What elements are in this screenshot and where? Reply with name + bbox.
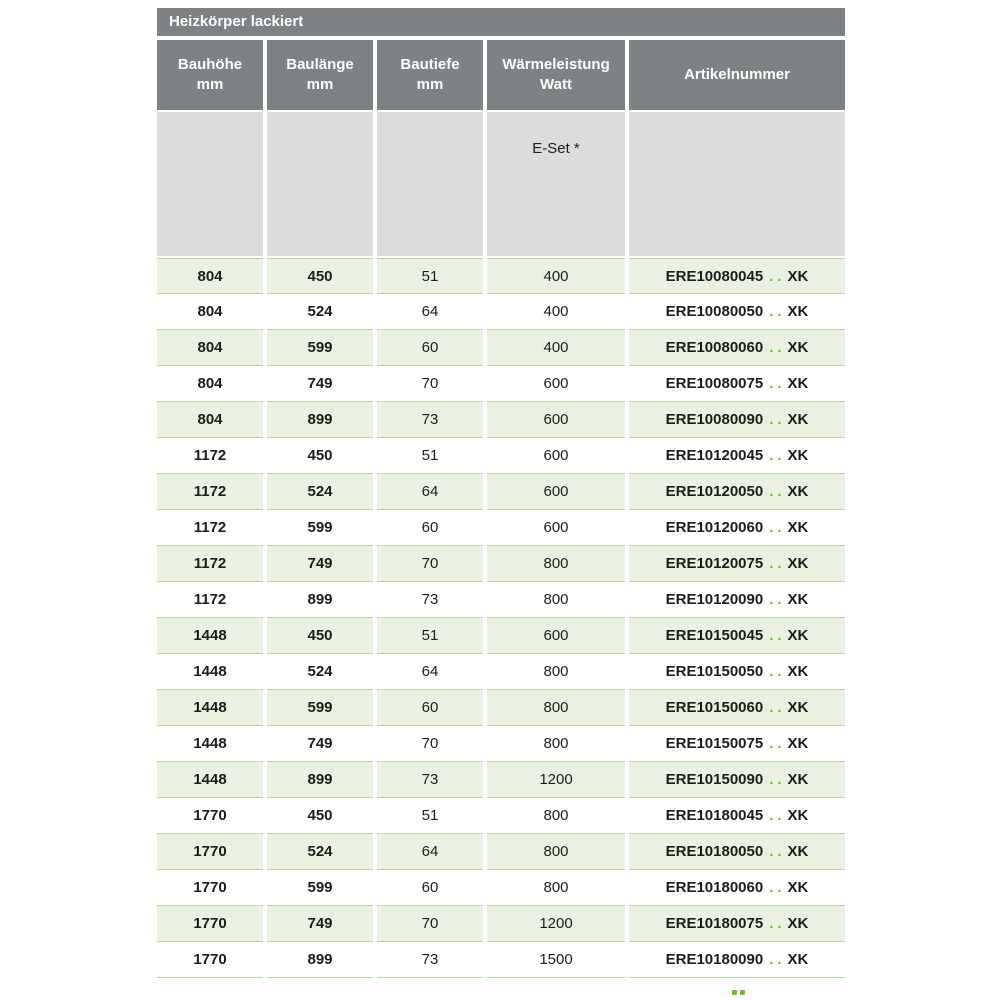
cell-bauhoehe: 1770 xyxy=(157,942,263,978)
cell-baulaenge: 749 xyxy=(267,546,373,582)
table-row xyxy=(157,330,845,366)
header-bautiefe xyxy=(377,40,483,110)
table-row xyxy=(157,510,845,546)
cell-waermeleistung: 800 xyxy=(487,726,625,762)
cell-waermeleistung: 1200 xyxy=(487,906,625,942)
header-artikelnummer xyxy=(629,40,845,110)
artikel-prefix: ERE10120075 xyxy=(665,555,764,572)
cell-baulaenge: 524 xyxy=(267,294,373,330)
cell-bautiefe: 64 xyxy=(377,654,483,690)
cell-waermeleistung: 1500 xyxy=(487,942,625,978)
artikel-dots: .. xyxy=(769,303,786,320)
artikel-dots: .. xyxy=(769,375,786,392)
cell-bautiefe: 73 xyxy=(377,942,483,978)
artikel-dots: .. xyxy=(769,663,786,680)
table-row xyxy=(157,654,845,690)
header-bautiefe-label: Bautiefe xyxy=(400,56,460,73)
cell-baulaenge: 899 xyxy=(267,582,373,618)
table-row xyxy=(157,834,845,870)
artikel-prefix: ERE10120090 xyxy=(665,591,764,608)
artikel-dots: .. xyxy=(769,915,786,932)
artikel-prefix: ERE10120060 xyxy=(665,519,764,536)
green-dot xyxy=(740,990,745,995)
cell-waermeleistung: 600 xyxy=(487,510,625,546)
cell-waermeleistung: 600 xyxy=(487,366,625,402)
header-waermeleistung-unit: Watt xyxy=(540,76,572,93)
artikel-dots: .. xyxy=(769,699,786,716)
cell-bautiefe: 60 xyxy=(377,870,483,906)
cell-artikelnummer xyxy=(629,546,845,582)
cell-artikelnummer xyxy=(629,474,845,510)
cell-waermeleistung: 800 xyxy=(487,582,625,618)
header-baulaenge-unit: mm xyxy=(306,76,334,93)
artikel-prefix: ERE10080090 xyxy=(665,411,764,428)
cell-bauhoehe: 1172 xyxy=(157,546,263,582)
cell-baulaenge: 450 xyxy=(267,798,373,834)
artikel-prefix: ERE10080050 xyxy=(665,303,764,320)
artikel-suffix: XK xyxy=(787,303,809,320)
cell-artikelnummer xyxy=(629,942,845,978)
page-marker-dots xyxy=(732,990,745,995)
header-waermeleistung-label: Wärmeleistung xyxy=(502,56,610,73)
table-row xyxy=(157,798,845,834)
cell-waermeleistung: 400 xyxy=(487,330,625,366)
artikel-prefix: ERE10080075 xyxy=(665,375,764,392)
artikel-dots: .. xyxy=(769,807,786,824)
subheader-spacer-baulaenge xyxy=(267,112,373,256)
cell-artikelnummer xyxy=(629,798,845,834)
cell-artikelnummer xyxy=(629,690,845,726)
table-row xyxy=(157,942,845,978)
artikel-suffix: XK xyxy=(787,339,809,356)
cell-bauhoehe: 804 xyxy=(157,366,263,402)
header-bauhoehe-label: Bauhöhe xyxy=(177,56,243,73)
artikel-dots: .. xyxy=(769,519,786,536)
subheader-spacer-artikelnummer xyxy=(629,112,845,256)
artikel-dots: .. xyxy=(769,555,786,572)
table-row xyxy=(157,618,845,654)
cell-bautiefe: 70 xyxy=(377,906,483,942)
cell-bauhoehe: 1172 xyxy=(157,510,263,546)
header-baulaenge xyxy=(267,40,373,110)
artikel-prefix: ERE10180060 xyxy=(665,879,764,896)
cell-bauhoehe: 804 xyxy=(157,330,263,366)
cell-waermeleistung: 600 xyxy=(487,438,625,474)
table-subheader xyxy=(157,112,845,256)
cell-bautiefe: 64 xyxy=(377,834,483,870)
header-bautiefe-unit: mm xyxy=(416,76,444,93)
cell-bautiefe: 60 xyxy=(377,330,483,366)
cell-bautiefe: 64 xyxy=(377,294,483,330)
artikel-suffix: XK xyxy=(787,268,809,285)
cell-bauhoehe: 1172 xyxy=(157,438,263,474)
cell-waermeleistung: 800 xyxy=(487,546,625,582)
cell-baulaenge: 899 xyxy=(267,942,373,978)
cell-waermeleistung: 1200 xyxy=(487,762,625,798)
table-row xyxy=(157,870,845,906)
artikel-dots: .. xyxy=(769,591,786,608)
cell-artikelnummer xyxy=(629,762,845,798)
artikel-prefix: ERE10150090 xyxy=(665,771,764,788)
subheader-eset xyxy=(487,112,625,256)
cell-bautiefe: 64 xyxy=(377,474,483,510)
subheader-spacer-bauhoehe xyxy=(157,112,263,256)
cell-baulaenge: 599 xyxy=(267,510,373,546)
cell-baulaenge: 599 xyxy=(267,690,373,726)
cell-waermeleistung: 800 xyxy=(487,654,625,690)
spec-table xyxy=(157,8,845,978)
cell-artikelnummer xyxy=(629,906,845,942)
artikel-suffix: XK xyxy=(787,843,809,860)
cell-waermeleistung: 400 xyxy=(487,258,625,294)
artikel-suffix: XK xyxy=(787,663,809,680)
artikel-dots: .. xyxy=(769,627,786,644)
artikel-dots: .. xyxy=(769,447,786,464)
cell-artikelnummer xyxy=(629,258,845,294)
table-row xyxy=(157,294,845,330)
cell-bauhoehe: 1448 xyxy=(157,690,263,726)
cell-bautiefe: 51 xyxy=(377,618,483,654)
artikel-suffix: XK xyxy=(787,519,809,536)
cell-bautiefe: 60 xyxy=(377,690,483,726)
artikel-dots: .. xyxy=(769,771,786,788)
cell-baulaenge: 450 xyxy=(267,618,373,654)
cell-bauhoehe: 804 xyxy=(157,402,263,438)
cell-bautiefe: 51 xyxy=(377,798,483,834)
cell-waermeleistung: 800 xyxy=(487,834,625,870)
cell-bauhoehe: 1448 xyxy=(157,762,263,798)
cell-baulaenge: 749 xyxy=(267,366,373,402)
cell-bautiefe: 70 xyxy=(377,366,483,402)
cell-baulaenge: 524 xyxy=(267,834,373,870)
artikel-prefix: ERE10180075 xyxy=(665,915,764,932)
cell-baulaenge: 450 xyxy=(267,258,373,294)
cell-artikelnummer xyxy=(629,834,845,870)
cell-artikelnummer xyxy=(629,654,845,690)
header-bauhoehe xyxy=(157,40,263,110)
artikel-dots: .. xyxy=(769,411,786,428)
cell-waermeleistung: 800 xyxy=(487,690,625,726)
table-title: Heizkörper lackiert xyxy=(157,8,845,36)
cell-artikelnummer xyxy=(629,366,845,402)
table-header xyxy=(157,40,845,110)
green-dot xyxy=(732,990,737,995)
cell-bauhoehe: 1770 xyxy=(157,870,263,906)
cell-baulaenge: 524 xyxy=(267,654,373,690)
artikel-suffix: XK xyxy=(787,375,809,392)
table-row xyxy=(157,582,845,618)
artikel-prefix: ERE10180045 xyxy=(665,807,764,824)
cell-artikelnummer xyxy=(629,330,845,366)
cell-bauhoehe: 1172 xyxy=(157,474,263,510)
cell-bautiefe: 73 xyxy=(377,582,483,618)
artikel-prefix: ERE10150060 xyxy=(665,699,764,716)
artikel-suffix: XK xyxy=(787,915,809,932)
cell-waermeleistung: 400 xyxy=(487,294,625,330)
artikel-dots: .. xyxy=(769,951,786,968)
cell-bautiefe: 60 xyxy=(377,510,483,546)
artikel-suffix: XK xyxy=(787,879,809,896)
cell-baulaenge: 749 xyxy=(267,906,373,942)
artikel-suffix: XK xyxy=(787,951,809,968)
cell-artikelnummer xyxy=(629,726,845,762)
table-row xyxy=(157,258,845,294)
cell-baulaenge: 599 xyxy=(267,870,373,906)
table-row xyxy=(157,366,845,402)
cell-bauhoehe: 804 xyxy=(157,294,263,330)
cell-waermeleistung: 600 xyxy=(487,618,625,654)
artikel-prefix: ERE10080060 xyxy=(665,339,764,356)
table-row xyxy=(157,546,845,582)
header-artikelnummer-label: Artikelnummer xyxy=(684,66,790,83)
artikel-prefix: ERE10180090 xyxy=(665,951,764,968)
cell-waermeleistung: 800 xyxy=(487,870,625,906)
artikel-suffix: XK xyxy=(787,627,809,644)
cell-bautiefe: 51 xyxy=(377,258,483,294)
cell-waermeleistung: 600 xyxy=(487,474,625,510)
artikel-dots: .. xyxy=(769,268,786,285)
table-row xyxy=(157,726,845,762)
header-baulaenge-label: Baulänge xyxy=(286,56,354,73)
artikel-suffix: XK xyxy=(787,735,809,752)
cell-baulaenge: 899 xyxy=(267,762,373,798)
cell-bauhoehe: 804 xyxy=(157,258,263,294)
header-bauhoehe-unit: mm xyxy=(196,76,224,93)
cell-bautiefe: 51 xyxy=(377,438,483,474)
artikel-prefix: ERE10080045 xyxy=(665,268,764,285)
artikel-suffix: XK xyxy=(787,447,809,464)
table-row xyxy=(157,402,845,438)
cell-bautiefe: 73 xyxy=(377,762,483,798)
cell-bauhoehe: 1172 xyxy=(157,582,263,618)
artikel-suffix: XK xyxy=(787,771,809,788)
table-row xyxy=(157,762,845,798)
artikel-suffix: XK xyxy=(787,807,809,824)
cell-artikelnummer xyxy=(629,402,845,438)
cell-bauhoehe: 1770 xyxy=(157,798,263,834)
artikel-suffix: XK xyxy=(787,699,809,716)
artikel-prefix: ERE10150075 xyxy=(665,735,764,752)
cell-bautiefe: 73 xyxy=(377,402,483,438)
cell-bautiefe: 70 xyxy=(377,726,483,762)
cell-artikelnummer xyxy=(629,294,845,330)
table-row xyxy=(157,690,845,726)
table-row xyxy=(157,474,845,510)
cell-artikelnummer xyxy=(629,510,845,546)
eset-label: E-Set * xyxy=(532,140,580,157)
artikel-suffix: XK xyxy=(787,411,809,428)
table-body xyxy=(157,258,845,978)
cell-bauhoehe: 1448 xyxy=(157,654,263,690)
artikel-suffix: XK xyxy=(787,591,809,608)
cell-bauhoehe: 1448 xyxy=(157,726,263,762)
artikel-suffix: XK xyxy=(787,555,809,572)
cell-baulaenge: 899 xyxy=(267,402,373,438)
artikel-prefix: ERE10150045 xyxy=(665,627,764,644)
subheader-spacer-bautiefe xyxy=(377,112,483,256)
cell-baulaenge: 524 xyxy=(267,474,373,510)
cell-artikelnummer xyxy=(629,870,845,906)
artikel-dots: .. xyxy=(769,735,786,752)
cell-artikelnummer xyxy=(629,618,845,654)
artikel-prefix: ERE10150050 xyxy=(665,663,764,680)
header-waermeleistung xyxy=(487,40,625,110)
artikel-prefix: ERE10120050 xyxy=(665,483,764,500)
cell-bautiefe: 70 xyxy=(377,546,483,582)
artikel-dots: .. xyxy=(769,483,786,500)
cell-waermeleistung: 800 xyxy=(487,798,625,834)
artikel-suffix: XK xyxy=(787,483,809,500)
cell-artikelnummer xyxy=(629,438,845,474)
table-row xyxy=(157,438,845,474)
artikel-dots: .. xyxy=(769,339,786,356)
artikel-prefix: ERE10120045 xyxy=(665,447,764,464)
cell-artikelnummer xyxy=(629,582,845,618)
artikel-dots: .. xyxy=(769,843,786,860)
artikel-dots: .. xyxy=(769,879,786,896)
cell-baulaenge: 749 xyxy=(267,726,373,762)
cell-waermeleistung: 600 xyxy=(487,402,625,438)
cell-baulaenge: 599 xyxy=(267,330,373,366)
cell-bauhoehe: 1448 xyxy=(157,618,263,654)
cell-bauhoehe: 1770 xyxy=(157,906,263,942)
cell-baulaenge: 450 xyxy=(267,438,373,474)
cell-bauhoehe: 1770 xyxy=(157,834,263,870)
table-row xyxy=(157,906,845,942)
artikel-prefix: ERE10180050 xyxy=(665,843,764,860)
